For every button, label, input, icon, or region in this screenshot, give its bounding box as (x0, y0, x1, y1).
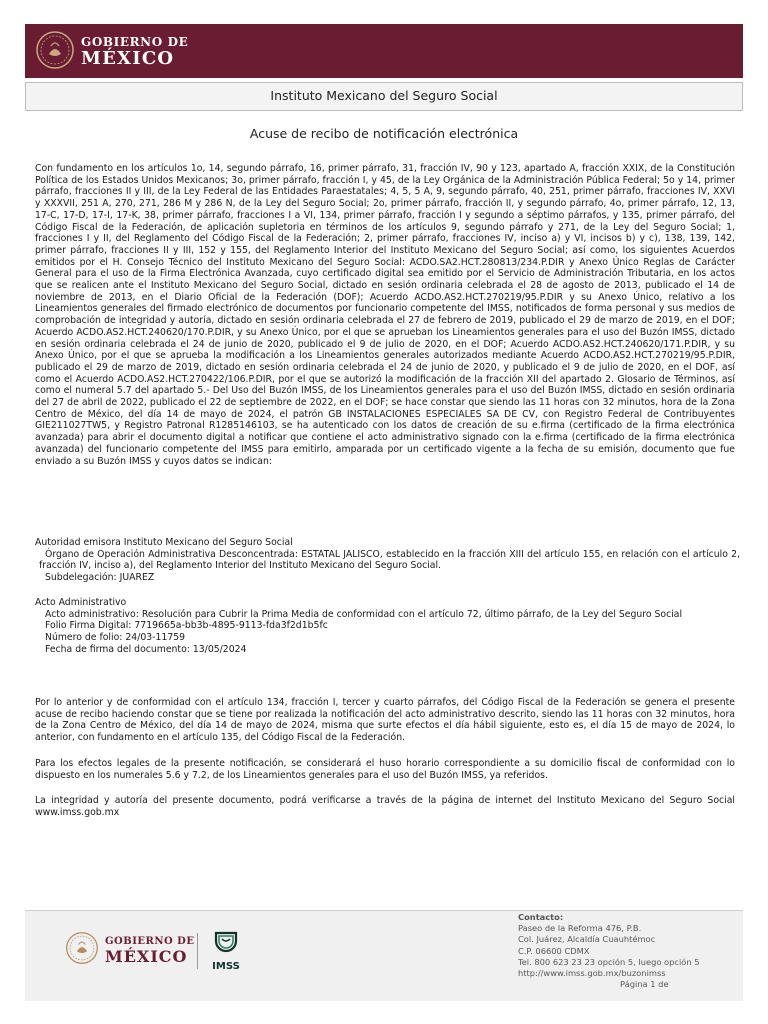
act-folio-number: Número de folio: 24/03-11759 (45, 632, 186, 644)
authority-block (35, 537, 740, 584)
integrity-paragraph: La integridad y autoría del presente documento, podrá verificarse a través de la página de internet del Instituto Mexicano del Seguro Social www.imss.gob.mx (35, 795, 735, 818)
imss-logo-icon (210, 929, 242, 973)
act-block (35, 597, 740, 656)
institution-header (25, 82, 743, 111)
contact-colonia: Col. Juárez, Alcaldía Cuauhtémoc (518, 934, 656, 945)
header-banner (25, 24, 743, 78)
mexico-emblem-icon (65, 931, 99, 965)
gob-wordmark-top: GOBIERNO DE (81, 35, 189, 49)
page-number: Página 1 de (620, 979, 669, 990)
act-heading: Acto Administrativo (35, 597, 127, 608)
contact-label: Contacto: (518, 912, 564, 922)
timezone-paragraph: Para los efectos legales de la presente notificación, se considerará el huso horario correspondiente a su domicilio fiscal de conformidad con lo dispuesto en los numerales 5.6 y 7.2, de los Lineamientos generales para el uso del Buzón IMSS, ya referidos. (35, 758, 735, 781)
act-sign-date: Fecha de firma del documento: 13/05/2024 (45, 643, 247, 655)
contact-info (518, 912, 700, 990)
authority-subdelegation: Subdelegación: JUAREZ (45, 572, 155, 584)
institution-name: Instituto Mexicano del Seguro Social (270, 88, 498, 103)
contact-postal-code: C.P. 06600 CDMX (518, 945, 590, 956)
mexico-emblem-icon (35, 30, 75, 70)
imss-logo-text: IMSS (212, 961, 240, 972)
act-description: Acto administrativo: Resolución para Cubrir la Prima Media de conformidad con el artículo 72, último párrafo, de la Ley del Seguro Social (45, 608, 683, 620)
document-title: Acuse de recibo de notificación electrónica (249, 126, 519, 141)
footer-gob-wordmark-bottom: MÉXICO (105, 947, 188, 966)
footer-gob-wordmark-top: GOBIERNO DE (105, 936, 195, 947)
legal-basis-paragraph: Con fundamento en los artículos 1o, 14, segundo párrafo, 16, primer párrafo, 31, fracción IV, 90 y 123, apartado A, fracción XXIX, de la Constitución Política de los Estados Unidos Mexicanos; 3o, primer párrafo, fracción I, y 45, de la Ley Orgánica de la Administración Pública Federal; 5o y 14, primer párrafo, fracciones II y III, de la Ley Federal de las Entidades Paraestatales; 4, 5, 5 A, 9, segundo párrafo, 40, 251, primer párrafo, fracciones IV, XXVI y XXXVII, 251 A, 270, 271, 286 M y 286 N, de la Ley del Seguro Social; 2o, primer párrafo, fracción II, y segundo párrafo, 4o, primer párrafo, 12, 13, 17-C, 17-D, 17-I, 17-K, 38, primer párrafo, fracciones I a VI, 134, primer párrafo, fracción I y segundo a séptimo párrafos, y 135, primer párrafo, del Código Fiscal de la Federación, de aplicación supletoria en términos de los artículos 9, segundo párrafo y 271, de la Ley del Seguro Social; 1, fracciones I y II, del Reglamento del Código Fiscal de la Federación; 2, primer párrafo, fracciones IV, inciso a) y VI, incisos b) y c), 138, 139, 142, primer párrafo, fracciones II y III, 152 y 155, del Reglamento Interior del Instituto Mexicano del Seguro Social; así como, los siguientes Acuerdos emitidos por el H. Consejo Técnico del Instituto Mexicano del Seguro Social: ACDO.SA2.HCT.280813/234.P.DIR y Anexo Único Reglas de Carácter General para el uso de la Firma Electrónica Avanzada, cuyo certificado digital sea emitido por el Servicio de Administración Tributaria, en los actos que se realicen ante el Instituto Mexicano del Seguro Social, dictado en sesión ordinaria celebrada el 28 de agosto de 2013, publicado el 14 de noviembre de 2013, en el Diario Oficial de la Federación (DOF); Acuerdo ACDO.AS2.HCT.270219/95.P.DIR y su Anexo Único, relativo a los Lineamientos generales del firmado electrónico de documentos por funcionario competente del IMSS, notificados de forma personal y sus medios de comprobación de integridad y autoría, dictado en sesión ordinaria celebrada el 27 de febrero de 2019, publicado el 29 de marzo de 2019, en el DOF; Acuerdo ACDO.AS2.HCT.240620/170.P.DIR, y su Anexo Único, por el que se aprueban los Lineamientos generales para el uso del Buzón IMSS, dictado en sesión ordinaria celebrada el 24 de junio de 2020, publicado el 9 de julio de 2020, en el DOF; Acuerdo ACDO.AS2.HCT.240620/171.P.DIR, y su Anexo Único, por el que se aprueba la modificación a los Lineamientos generales autorizados mediante Acuerdo ACDO.AS2.HCT.270219/95.P.DIR, publicado el 29 de marzo de 2019, dictado en sesión ordinaria celebrada el 24 de junio de 2020, y publicado el 9 de julio de 2020, en el DOF, así como el Acuerdo ACDO.AS2.HCT.270422/106.P.DIR, por el que se autorizó la modificación de la fracción XII del apartado 2. Glosario de Términos, así como el numeral 5.7 del apartado 5.- Del Uso del Buzón IMSS, de los Lineamientos generales para el uso del Buzón IMSS, dictado en sesión ordinaria del 27 de abril de 2022, publicado el 22 de septiembre de 2022, en el DOF; se hace constar que siendo las 11 horas con 32 minutos, hora de la Zona Centro de México, del día 14 de mayo de 2024, el patrón GB INSTALACIONES ESPECIALES SA DE CV, con Registro Federal de Contribuyentes GIE211027TW5, y Registro Patronal R1285146103, se ha autenticado con los datos de creación de su e.firma (certificado de la firma electrónica avanzada) para abrir el documento digital a notificar que contiene el acto administrativo signado con la e.firma (certificado de la firma electrónica avanzada) del funcionario competente del IMSS para emitirlo, amparada por un certificado vigente a la fecha de su emisión, documento que fue enviado a su Buzón IMSS y cuyos datos se indican: (35, 163, 735, 467)
contact-phone: Tel. 800 623 23 23 opción 5, luego opción 5 (518, 956, 700, 967)
gob-wordmark-bottom: MÉXICO (81, 48, 175, 69)
act-folio-digital: Folio Firma Digital: 7719665a-bb3b-4895-9113-fda3f2d1b5fc (45, 620, 328, 632)
authority-organ: Órgano de Operación Administrativa Desconcentrada: ESTATAL JALISCO, establecido en la fracción XIII del artículo 155, en relación con el artículo 2, fracción IV, inciso a), del Reglamento Interior del Instituto Mexicano del Seguro Social. (39, 548, 740, 572)
contact-address: Paseo de la Reforma 476, P.B. (518, 923, 642, 934)
contact-url[interactable]: http://www.imss.gob.mx/buzonimss (518, 968, 666, 979)
authority-heading: Autoridad emisora Instituto Mexicano del Seguro Social (35, 537, 293, 548)
footer-divider (197, 933, 198, 969)
notification-paragraph: Por lo anterior y de conformidad con el artículo 134, fracción I, tercer y cuarto párrafos, del Código Fiscal de la Federación se genera el presente acuse de recibo haciendo constar que se tiene por realizada la notificación del acto administrativo descrito, siendo las 11 horas con 32 minutos, hora de la Zona Centro de México, del día 14 de mayo de 2024, misma que surte efectos el día hábil siguiente, esto es, el día 15 de mayo de 2024, lo anterior, con fundamento en el artículo 135, del Código Fiscal de la Federación. (35, 697, 735, 744)
footer (25, 910, 743, 1001)
